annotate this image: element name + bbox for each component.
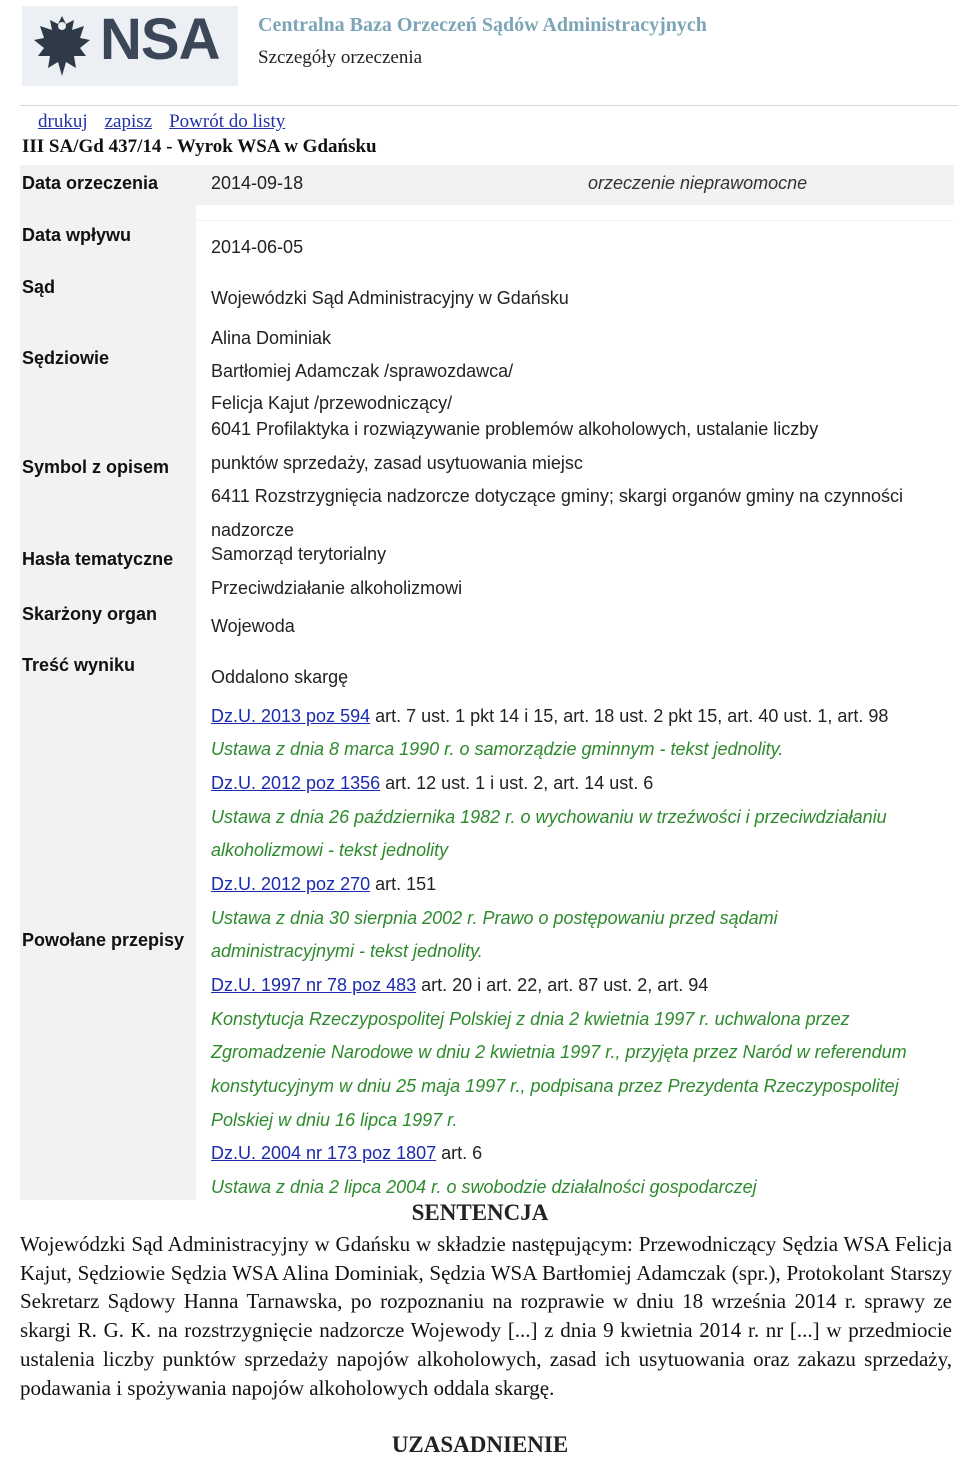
provision-title[interactable]: Ustawa z dnia 30 sierpnia 2002 r. Prawo o postępowaniu przed sądami [211, 908, 778, 928]
labels-column [20, 165, 194, 1200]
judge-3: Felicja Kajut /przewodniczący/ [211, 393, 453, 413]
provision-articles: art. 7 ust. 1 pkt 14 i 15, art. 18 ust. 2 pkt 15, art. 40 ust. 1, art. 98 [370, 706, 889, 726]
provision-title[interactable]: alkoholizmowi - tekst jednolity [211, 840, 449, 860]
sentencja-heading: SENTENCJA [411, 1200, 549, 1225]
provision-title[interactable]: Polskiej w dniu 16 lipca 1997 r. [211, 1110, 458, 1130]
value-court: Wojewódzki Sąd Administracyjny w Gdańsku [211, 288, 569, 308]
symbol-line-4: nadzorcze [211, 520, 295, 540]
label-judges: Sędziowie [22, 348, 110, 368]
back-to-list-link[interactable]: Powrót do listy [169, 111, 286, 132]
provision-title[interactable]: administracyjnymi - tekst jednolity. [211, 941, 483, 961]
page-header [0, 0, 960, 106]
sentencja-text: Wojewódzki Sąd Administracyjny w Gdańsku w składzie następującym: Przewodniczący Sędzia WSA Felicja Kajut, Sędziowie Sędzia WSA Alina Dominiak, Sędzia WSA Bartłomiej Adamczak (spr.), Protokolant Starszy Sekretarz Sądowy Hanna Tarnawska, po rozpoznaniu na rozprawie w dniu 18 września 2014 r. sprawy ze skargi R. G. K. na rozstrzygnięcie nadzorcze Wojewody [...] z dnia 9 kwietnia 2014 r. nr [...] w przedmiocie ustalenia liczby punktów sprzedaży napojów alkoholowych, zasad ich usytuowania oraz zakazu sprzedaży, podawania i spożywania napojów alkoholowych oddala skargę. [20, 1232, 952, 1400]
print-link[interactable]: drukuj [38, 111, 88, 132]
provision-2-ref [211, 773, 653, 794]
logo-text: NSA [100, 7, 220, 72]
label-respondent: Skarżony organ [22, 604, 158, 624]
provision-link[interactable]: Dz.U. 2012 poz 1356 [211, 773, 381, 793]
nsa-logo[interactable] [22, 6, 238, 86]
provision-title[interactable]: Ustawa z dnia 8 marca 1990 r. o samorządzie gminnym - tekst jednolity. [211, 739, 784, 759]
eagle-emblem-icon [30, 12, 94, 82]
provision-title[interactable]: Ustawa z dnia 2 lipca 2004 r. o swobodzie działalności gospodarczej [211, 1177, 757, 1197]
provision-articles: art. 6 [436, 1143, 483, 1163]
page-subtitle: Szczegóły orzeczenia [258, 47, 423, 68]
decision-date-row [20, 165, 954, 205]
provision-articles: art. 20 i art. 22, art. 87 ust. 2, art. 94 [416, 975, 709, 995]
value-date: 2014-09-18 [211, 173, 304, 193]
keyword-2: Przeciwdziałanie alkoholizmowi [211, 578, 463, 598]
symbol-line-1: 6041 Profilaktyka i rozwiązywanie problemów alkoholowych, ustalanie liczby [211, 419, 819, 439]
judge-1: Alina Dominiak [211, 328, 332, 348]
provision-link[interactable]: Dz.U. 2004 nr 173 poz 1807 [211, 1143, 437, 1163]
provision-articles: art. 12 ust. 1 i ust. 2, art. 14 ust. 6 [380, 773, 654, 793]
provision-title[interactable]: Ustawa z dnia 26 października 1982 r. o wychowaniu w trzeźwości i przeciwdziałaniu [211, 807, 887, 827]
details-table [20, 165, 954, 1200]
keyword-1: Samorząd terytorialny [211, 544, 387, 564]
provision-title[interactable]: Konstytucja Rzeczypospolitej Polskiej z dnia 2 kwietnia 1997 r. uchwalona przez [211, 1009, 850, 1029]
provision-articles: art. 151 [370, 874, 437, 894]
provision-link[interactable]: Dz.U. 2013 poz 594 [211, 706, 371, 726]
provision-1-ref [211, 706, 888, 727]
symbol-line-3: 6411 Rozstrzygnięcia nadzorcze dotyczące gminy; skargi organów gminy na czynności [211, 486, 903, 506]
app-title[interactable]: Centralna Baza Orzeczeń Sądów Administracyjnych [258, 14, 707, 36]
provision-4-ref [211, 975, 708, 996]
uzasadnienie-heading: UZASADNIENIE [391, 1432, 569, 1457]
save-link[interactable]: zapisz [104, 111, 153, 132]
divider [20, 105, 958, 106]
provision-5-ref [211, 1143, 482, 1164]
value-respondent: Wojewoda [211, 616, 295, 636]
symbol-line-2: punktów sprzedaży, zasad usytuowania miejsc [211, 453, 583, 473]
provision-link[interactable]: Dz.U. 2012 poz 270 [211, 874, 371, 894]
status-text: orzeczenie nieprawomocne [588, 173, 808, 193]
value-received: 2014-06-05 [211, 237, 304, 257]
case-title: III SA/Gd 437/14 - Wyrok WSA w Gdańsku [22, 136, 377, 157]
provision-title[interactable]: Zgromadzenie Narodowe w dniu 2 kwietnia 1997 r., przyjęta przez Naród w referendum [211, 1042, 907, 1062]
label-court: Sąd [22, 277, 56, 297]
label-symbol: Symbol z opisem [22, 457, 170, 477]
value-result: Oddalono skargę [211, 667, 349, 687]
provision-title[interactable]: konstytucyjnym w dniu 25 maja 1997 r., podpisana przez Prezydenta Rzeczypospolitej [211, 1076, 899, 1096]
divider [194, 220, 954, 221]
judge-2: Bartłomiej Adamczak /sprawozdawca/ [211, 361, 514, 381]
label-result: Treść wyniku [22, 655, 136, 675]
label-keywords: Hasła tematyczne [22, 549, 174, 569]
label-provisions: Powołane przepisy [22, 930, 185, 950]
label-received: Data wpływu [22, 225, 132, 245]
label-date: Data orzeczenia [22, 173, 159, 193]
provision-link[interactable]: Dz.U. 1997 nr 78 poz 483 [211, 975, 417, 995]
provision-3-ref [211, 874, 436, 895]
action-links [38, 111, 302, 133]
